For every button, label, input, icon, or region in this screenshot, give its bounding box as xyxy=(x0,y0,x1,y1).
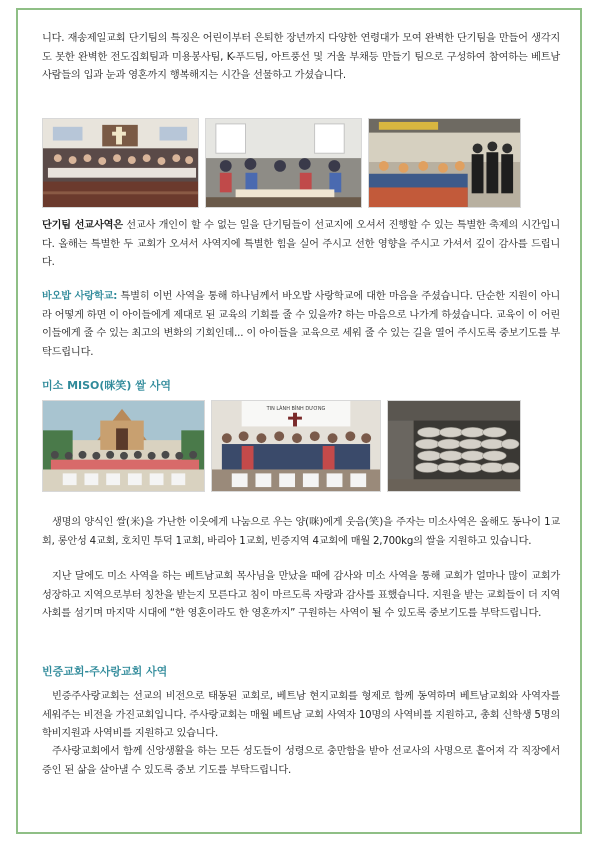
photo-banner-text: TIN LÀNH BÌNH DƯƠNG xyxy=(266,405,326,412)
short-term-body: 선교사 개인이 할 수 없는 일을 단기팀들이 선교지에 오셔서 진행할 수 있는 특별한 축제의 시간입니다. 올해는 특별한 두 교회가 오셔서 사역지에 특별한 힘을 실어 주시고 선한 영향을 주시고 가셔서 깊이 감사를 드립니다. xyxy=(42,220,560,269)
photo-children-crafts xyxy=(205,118,362,208)
baobab-body: 특별히 이번 사역을 통해 하나님께서 바오밥 사랑학교에 대한 마음을 주셨습니다. 단순한 지원이 아니라 어떻게 하면 이 아이들에게 제대로 된 교육의 기회를 줄 수 있을까? 하는 마음으로 나가게 하셨습니다. 교육이 이 어린이들에게 줄 수 있는 최고의 변화의 기회인데... 이 아이들을 교육으로 세워 줄 수 있는 길을 열어 주시도록 중보기도를 부탁드립니다. xyxy=(42,291,560,358)
binh-duong-paragraph-1: 빈증주사랑교회는 선교의 비전으로 태동된 교회로, 베트남 현지교회를 형제로 함께 동역하며 베트남교회와 사역자를 세워주는 비전을 가진교회입니다. 주사랑교회는 매월 베트남 교회 사역자 10명의 사역비를 지원하고, 총회 신학생 5명의 학비지원과 사역비를 지원하고 있습니다. xyxy=(42,691,560,740)
miso-heading: 미소 MISO(咪笑) 쌀 사역 xyxy=(42,379,171,392)
photo-church-congregation xyxy=(42,118,199,208)
baobab-lead: 바오밥 사랑학교: xyxy=(42,291,118,302)
binh-duong-paragraph-2: 주사랑교회에서 함께 신앙생활을 하는 모든 성도들이 성령으로 충만함을 받아 선교사의 사명으로 흩어져 각 직장에서 증인 된 삶을 살아낼 수 있도록 중보 기도를 부탁드립니다. xyxy=(42,746,560,776)
photo-rice-sacks-stack xyxy=(387,400,521,492)
photo-rice-distribution-church xyxy=(42,400,205,492)
photo-church-rice-group xyxy=(211,400,381,492)
miso-paragraph-1: 생명의 양식인 쌀(米)을 가난한 이웃에게 나눔으로 우는 양(咪)에게 웃음(笑)을 주자는 미소사역은 올해도 동나이 1교회, 롱안성 4교회, 호치민 투덕 1교회, 바리아 1교회, 빈증지역 4교회에 매월 2,700kg의 쌀을 지원하고 있습니다. xyxy=(42,517,560,547)
binh-duong-heading: 빈증교회-주사랑교회 사역 xyxy=(42,665,168,678)
short-term-lead: 단기팀 선교사역은 xyxy=(42,220,123,231)
photo-outdoor-gathering xyxy=(368,118,521,208)
intro-paragraph: 니다. 재송제일교회 단기팀의 특징은 어린이부터 은퇴한 장년까지 다양한 연령대가 모여 완벽한 단기팀을 만들어 생각지도 못한 완벽한 전도집회팀과 미용봉사팀, K-푸드팀, 아트풍선 및 거울 부채등 만들기 팀으로 구성하여 참여하는 베트남 사람들의 입과 눈과 영혼까지 행복해지는 시간을 선물하고 가셨습니다. xyxy=(42,33,560,82)
miso-paragraph-2: 지난 달에도 미소 사역을 하는 베트남교회 목사님을 만났을 때에 감사와 미소 사역을 통해 교회가 얼마나 많이 교회가 성장하고 지역으로부터 칭찬을 받는지 모른다고 침이 마르도록 자랑과 감사를 표했습니다. 지원을 받는 교회들이 더 지역사회를 섬기며 마지막 시대에 “한 영혼이라도 한 영혼까지” 구원하는 사역이 될 수 있도록 중보기도를 부탁드립니다. xyxy=(42,571,560,620)
short-term-paragraph xyxy=(42,217,560,273)
baobab-paragraph xyxy=(42,288,560,362)
